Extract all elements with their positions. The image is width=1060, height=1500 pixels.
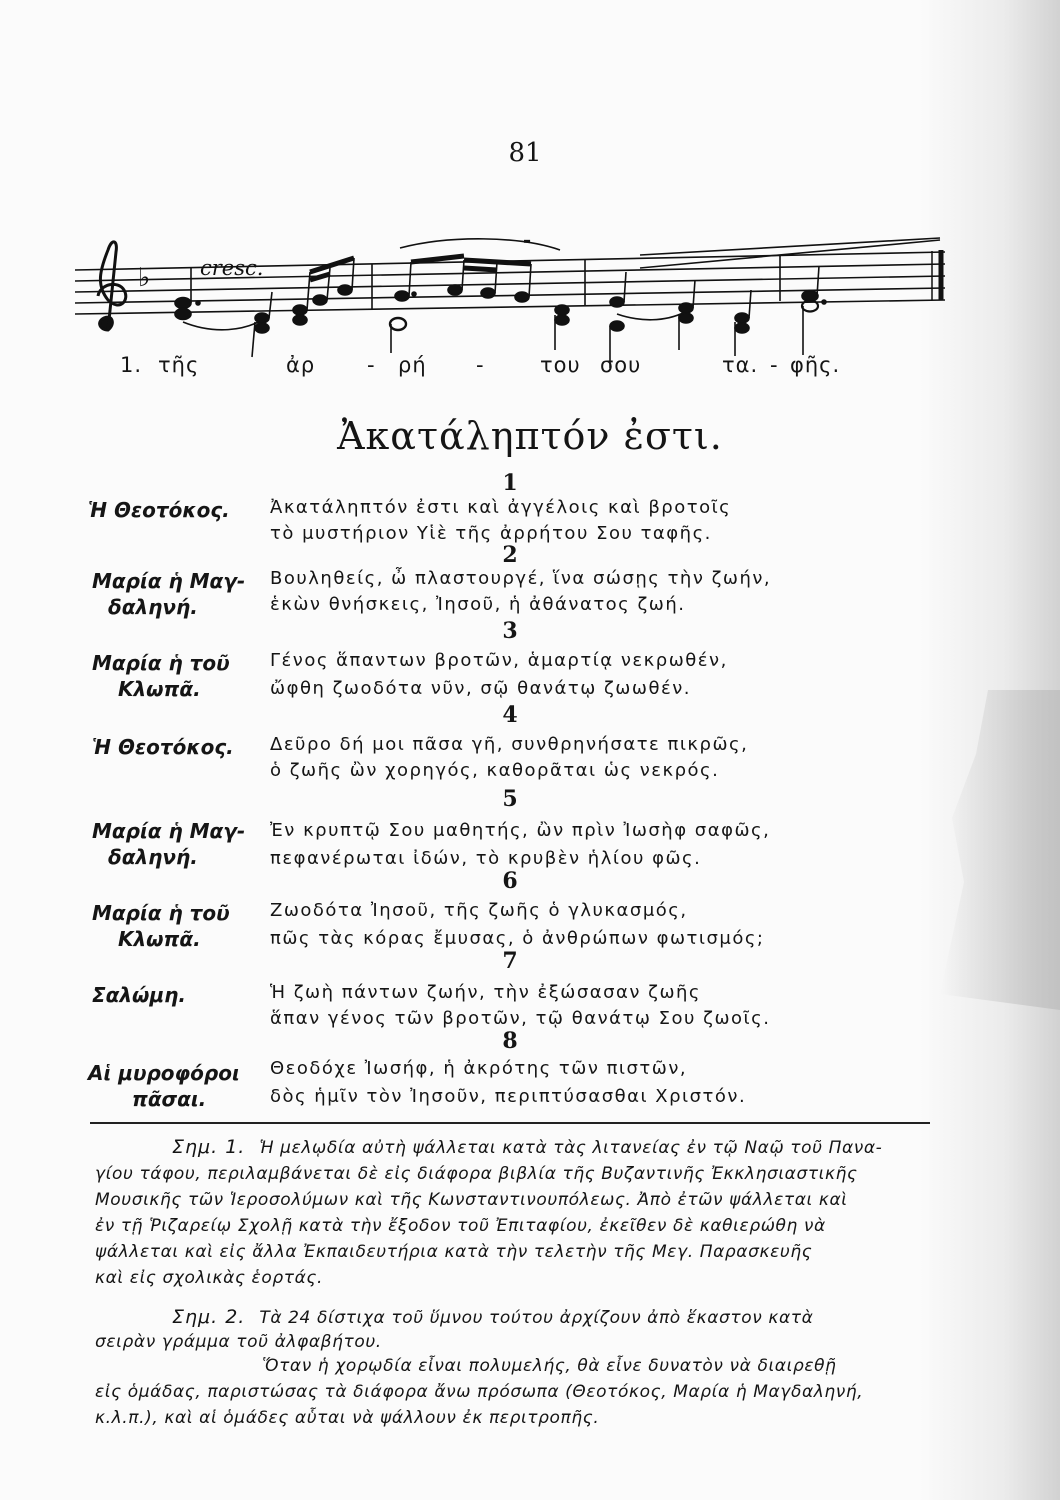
footnote-line: καὶ εἰς σχολικὰς ἑορτάς. — [95, 1268, 323, 1288]
footnote-line: γίου τάφου, περιλαμβάνεται δὲ εἰς διάφορα βιβλία τῆς Βυζαντινῆς Ἐκκλησιαστικῆς — [95, 1164, 858, 1184]
footnote-line — [172, 1306, 813, 1328]
verse-speaker — [88, 1060, 268, 1112]
verse-line: ἑκὼν θνήσκεις, Ἰησοῦ, ἡ ἀθάνατος ζωή. — [270, 594, 686, 615]
footnote-line: σειρὰν γράμμα τοῦ ἀλφαβήτου. — [95, 1332, 382, 1352]
speaker-line: Μαρία ἡ τοῦ — [92, 651, 230, 675]
verse-speaker — [88, 982, 268, 1008]
verse-speaker — [88, 900, 268, 952]
speaker-line: Σαλώμη. — [92, 983, 186, 1007]
verse-line: ὤφθη ζωοδότα νῦν, σῷ θανάτῳ ζωωθέν. — [270, 678, 691, 699]
verse-line: Γένος ἅπαντων βροτῶν, ἁμαρτίᾳ νεκρωθέν, — [270, 650, 728, 671]
speaker-line: Μαρία ἡ Μαγ- — [92, 819, 246, 843]
lyric-syllable: φῆς. — [790, 353, 841, 377]
lyric-syllable: σου — [600, 353, 642, 377]
verse-line: Βουληθείς, ὦ πλαστουργέ, ἵνα σώσῃς τὴν ζωήν, — [270, 568, 772, 589]
footnote-line: ἐν τῇ Ῥιζαρείῳ Σχολῇ κατὰ τὴν ἔξοδον τοῦ Ἐπιταφίου, ἐκεῖθεν δὲ καθιερώθη νὰ — [95, 1216, 826, 1236]
verse-line: πῶς τὰς κόρας ἔμυσας, ὁ ἀνθρώπων φωτισμός; — [270, 928, 765, 949]
verse-line: Ζωοδότα Ἰησοῦ, τῆς ζωῆς ὁ γλυκασμός, — [270, 900, 688, 921]
verse-number: 5 — [502, 786, 518, 812]
verse-number: 2 — [502, 542, 518, 568]
lyric-syllable: 1. — [120, 353, 143, 377]
verse-line: ἅπαν γένος τῶν βροτῶν, τῷ θανάτῳ Σου ζωοῖς. — [270, 1008, 771, 1029]
footnote-line: ψάλλεται καὶ εἰς ἄλλα Ἐκπαιδευτήρια κατὰ τὴν τελετὴν τῆς Μεγ. Παρασκευῆς — [95, 1242, 813, 1262]
footnote-label: Σημ. 1. — [172, 1136, 246, 1158]
footnote-line: εἰς ὁμάδας, παριστώσας τὰ διάφορα ἄνω πρόσωπα (Θεοτόκος, Μαρία ἡ Μαγδαληνή, — [95, 1382, 864, 1402]
verse-speaker — [88, 734, 268, 760]
footnote-line — [172, 1136, 882, 1158]
verse-line: Ἐν κρυπτῷ Σου μαθητής, ὢν πρὶν Ἰωσὴφ σαφῶς, — [270, 820, 771, 841]
footnote-line: Ὅταν ἡ χορῳδία εἶναι πολυμελής, θὰ εἶνε δυνατὸν νὰ διαιρεθῇ — [262, 1356, 837, 1376]
footnote-text: Τὰ 24 δίστιχα τοῦ ὕμνου τούτου ἀρχίζουν ἀπὸ ἕκαστον κατὰ — [259, 1308, 814, 1328]
verse-line: Θεοδόχε Ἰωσήφ, ἡ ἀκρότης τῶν πιστῶν, — [270, 1058, 688, 1079]
speaker-line: δαληνή. — [108, 845, 198, 869]
verse-line: δὸς ἡμῖν τὸν Ἰησοῦν, περιπτύσασθαι Χριστόν. — [270, 1086, 747, 1107]
footnote-label: Σημ. 2. — [172, 1306, 246, 1328]
verse-speaker — [88, 497, 268, 523]
verse-line: τὸ μυστήριον Υἱὲ τῆς ἀρρήτου Σου ταφῆς. — [270, 523, 712, 544]
lyric-syllable: ρή — [398, 353, 427, 377]
speaker-line: Μαρία ἡ Μαγ- — [92, 569, 246, 593]
verse-number: 8 — [502, 1028, 518, 1054]
speaker-line: Ἡ Θεοτόκος. — [88, 498, 230, 522]
lyric-syllable: ἀρ — [286, 353, 316, 377]
speaker-line: Ἡ Θεοτόκος. — [92, 735, 234, 759]
lyric-syllable: του — [540, 353, 581, 377]
footnote-divider — [90, 1122, 930, 1124]
verse-line: Δεῦρο δή μοι πᾶσα γῆ, συνθρηνήσατε πικρῶς, — [270, 734, 749, 755]
lyric-syllable: τα. — [722, 353, 759, 377]
lyric-syllable: τῆς — [158, 353, 200, 377]
footnote-line: Μουσικῆς τῶν Ἱεροσολύμων καὶ τῆς Κωνσταντινουπόλεως. Ἀπὸ ἐτῶν ψάλλεται καὶ — [95, 1190, 848, 1210]
verse-speaker — [88, 818, 268, 870]
page-torn-edge — [940, 690, 1060, 1010]
lyric-syllable: - — [770, 353, 779, 377]
verse-speaker — [88, 650, 268, 702]
footnote-line: κ.λ.π.), καὶ αἱ ὁμάδες αὗται νὰ ψάλλουν ἐκ περιτροπῆς. — [95, 1408, 600, 1428]
verse-line: Ἡ ζωὴ πάντων ζωήν, τὴν ἐξώσασαν ζωῆς — [270, 982, 701, 1003]
page-number: 81 — [508, 138, 542, 168]
verse-line: Ἀκατάληπτόν ἐστι καὶ ἀγγέλοις καὶ βροτοῖς — [270, 497, 732, 518]
verse-number: 3 — [502, 618, 518, 644]
hymn-title: Ἀκατάληπτόν ἐστι. — [337, 414, 723, 458]
verse-number: 1 — [502, 470, 518, 496]
speaker-line: Κλωπᾶ. — [118, 677, 201, 701]
speaker-line: Αἱ μυροφόροι — [88, 1061, 240, 1085]
treble-clef-icon — [98, 242, 126, 330]
speaker-line: δαληνή. — [108, 595, 198, 619]
svg-text:♭: ♭ — [138, 263, 151, 293]
verse-speaker — [88, 568, 268, 620]
verse-line: ὁ ζωῆς ὢν χορηγός, καθορᾶται ὡς νεκρός. — [270, 760, 720, 781]
verse-number: 6 — [502, 868, 518, 894]
svg-text:-: - — [524, 230, 531, 251]
verse-number: 4 — [502, 702, 518, 728]
speaker-line: Μαρία ἡ τοῦ — [92, 901, 230, 925]
cresc-marking: cresc. — [200, 256, 264, 280]
verse-number: 7 — [502, 948, 518, 974]
lyric-syllable: - — [367, 353, 376, 377]
speaker-line: Κλωπᾶ. — [118, 927, 201, 951]
lyric-syllable: - — [476, 353, 485, 377]
speaker-line: πᾶσαι. — [132, 1087, 207, 1111]
verse-line: πεφανέρωται ἰδών, τὸ κρυβὲν ἡλίου φῶς. — [270, 848, 702, 869]
footnote-text: Ἡ μελῳδία αὐτὴ ψάλλεται κατὰ τὰς λιτανείας ἐν τῷ Ναῷ τοῦ Πανα- — [259, 1138, 883, 1158]
